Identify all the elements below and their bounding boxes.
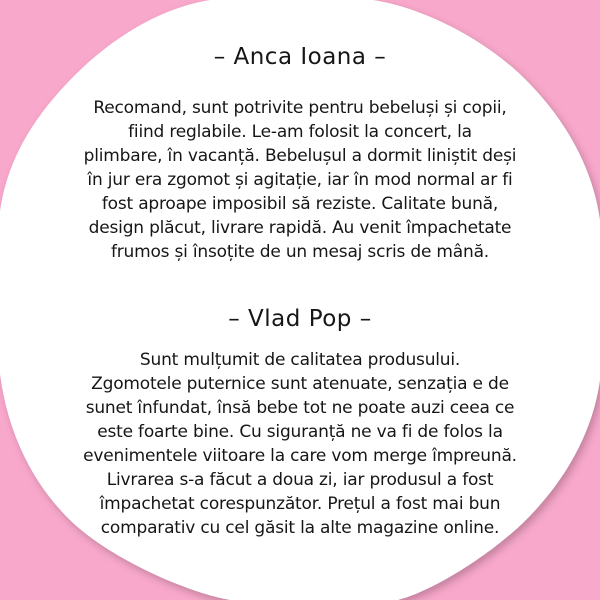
text-line: comparativ cu cel găsit la alte magazine online. <box>100 518 500 538</box>
text-line: sunet înfundat, însă bebe tot ne poate auzi ceea ce <box>85 398 515 418</box>
text-line: Zgomotele puternice sunt atenuate, senzația e de <box>91 374 509 394</box>
text-line: Livrarea s-a făcut a doua zi, iar produsul a fost <box>106 470 494 490</box>
text-line: evenimentele viitoare la care vom merge împreună. <box>83 446 517 466</box>
text-line: împachetat corespunzător. Prețul a fost mai bun <box>99 494 501 514</box>
text-line: fost aproape imposibil să reziste. Calitate bună, <box>101 194 499 214</box>
text-line: în jur era zgomot și agitație, iar în mod normal ar fi <box>87 170 513 190</box>
testimonial-author-1: – Anca Ioana – <box>213 44 387 70</box>
testimonial-text-2 <box>83 348 517 540</box>
text-line: fiind reglabile. Le-am folosit la concert, la <box>128 122 472 142</box>
text-line: frumos și însoțite de un mesaj scris de mână. <box>110 242 490 262</box>
text-line: Sunt mulțumit de calitatea produsului. <box>139 350 461 370</box>
testimonial-author-2: – Vlad Pop – <box>228 306 372 332</box>
text-line: Recomand, sunt potrivite pentru bebeluși și copii, <box>93 98 507 118</box>
text-line: este foarte bine. Cu siguranță ne va fi de folos la <box>97 422 503 442</box>
testimonial-text-1 <box>84 96 517 264</box>
text-line: design plăcut, livrare rapidă. Au venit împachetate <box>88 218 512 238</box>
text-line: plimbare, în vacanță. Bebelușul a dormit liniștit deși <box>83 146 517 166</box>
